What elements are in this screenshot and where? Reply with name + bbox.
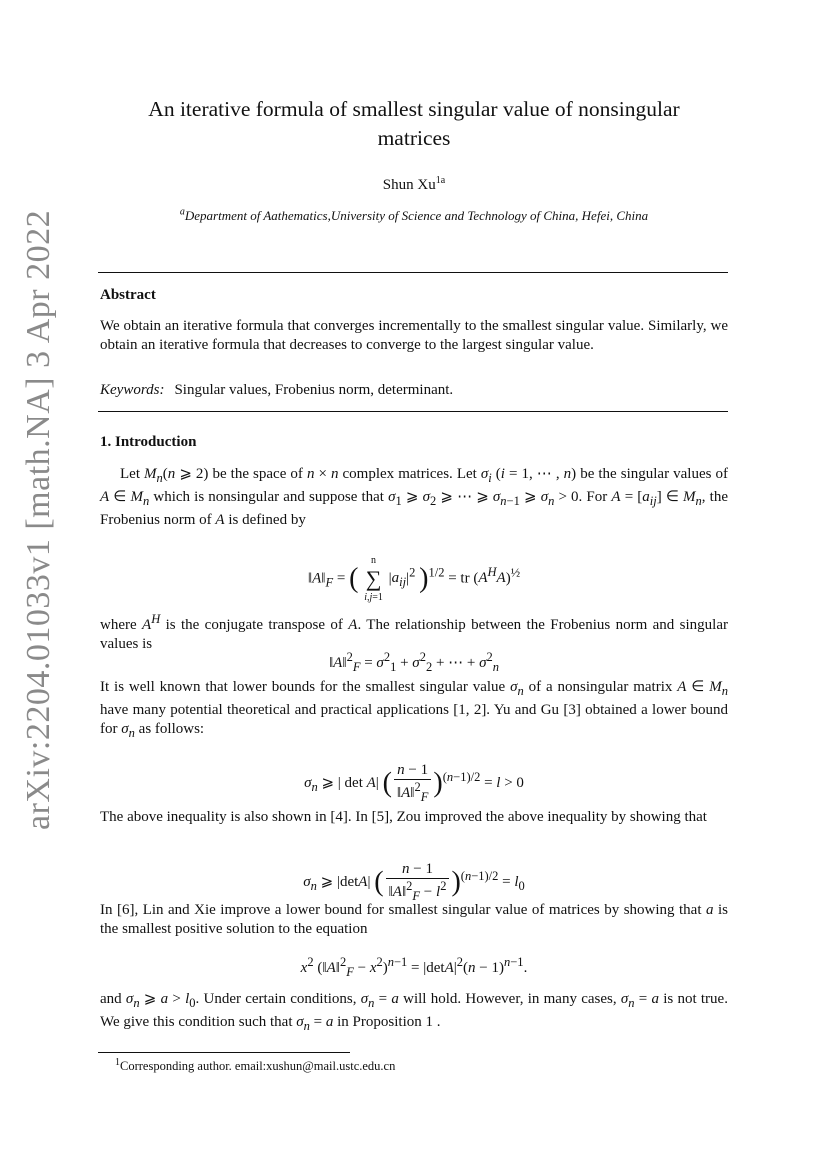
equation-yu-gu-bound: $\sigma_n$ ⩾ | det A| ( $\frac{n - 1}{‖A‖^2_F}$ )$^{(n-1)/2}$ = l > 0 — [304, 762, 524, 804]
equation-zou-bound: $\sigma_n$ ⩾ |detA| ( $\frac{n - 1}{‖A‖^2_F - l^2}$ )$^{(n-1)/2} = l_0$ — [303, 861, 525, 903]
equation-lin-xie: $x^2$ (‖A‖$^2_F$ − $x^2)^{n-1} = |\det A|^2(n - 1)^{n-1}$. — [300, 955, 528, 979]
abstract-top-rule — [98, 272, 728, 273]
footnote-marker: 1 — [115, 1056, 120, 1068]
abstract-bottom-rule — [98, 411, 728, 412]
intro-paragraph-5: In [6], Lin and Xie improve a lower bound for smallest singular value of matrices by showing that a is the smallest positive solution to the equation — [100, 902, 728, 937]
equation-frobenius-norm: $‖A‖_F$ = ( n ∑ i,j=1 $|a_{ij}|^2$ )$^{1/2}$ = tr $(A^HA)^{\frac{1}{2}}$ — [307, 555, 521, 603]
title-line-2: matrices — [377, 126, 451, 150]
affiliation-superscript: a — [179, 206, 185, 218]
footnote-rule — [98, 1052, 350, 1053]
intro-paragraph-1: Let $M_n(n$ ⩾ 2) be the space of n × n complex matrices. Let $\sigma_i$ (i = 1, ⋯ , n) be the singular values of A ∈ $M_n$ which is nonsingular and suppose that $\sigma_1$ ⩾ $\sigma_2$ ⩾ ⋯ ⩾ $\sigma_{n-1}$ ⩾ $\sigma_n > 0$. For $A = [a_{ij}]$ ∈ $M_n$, the Frobenius norm of A is defined by — [100, 466, 728, 528]
keywords-text: Singular values, Frobenius norm, determinant. — [174, 382, 454, 398]
affiliation-text: Department of Aathematics,University of Science and Technology of China, Hefei, China — [184, 208, 649, 223]
intro-paragraph-3: It is well known that lower bounds for the smallest singular value $\sigma_n$ of a nonsingular matrix A ∈ $M_n$ have many potential theoretical and practical applications [1, 2]. Yu and Gu [3] obtained a lower bound for $\sigma_n$ as follows: — [100, 679, 729, 740]
section-heading-introduction: 1. Introduction — [100, 434, 197, 450]
footnote — [115, 1056, 396, 1074]
footnote-text: Corresponding author. email:xushun@mail.ustc.edu.cn — [120, 1059, 396, 1073]
arxiv-identifier: arXiv:2204.01033v1 [math.NA] 3 Apr 2022 — [20, 209, 57, 830]
paper-title — [100, 95, 728, 153]
abstract-heading: Abstract — [100, 287, 156, 303]
keywords-line — [100, 381, 728, 400]
affiliation-line — [100, 208, 728, 224]
intro-paragraph-6: and $\sigma_n$ ⩾ $a > l_0$. Under certain conditions, $\sigma_n = a$ will hold. However, in many cases, $\sigma_n = a$ is not true. We give this condition such that $\sigma_n = a$ in Proposition 1 . — [100, 991, 728, 1033]
title-line-1: An iterative formula of smallest singular value of nonsingular — [148, 97, 680, 121]
equation-norm-singular-values: ‖A‖$^2_F$ = $\sigma^2_1 + \sigma^2_2$ + ⋯ + $\sigma^2_n$ — [328, 650, 500, 674]
intro-paragraph-2: where $A^H$ is the conjugate transpose of A. The relationship between the Frobenius norm and singular values is — [100, 612, 728, 652]
author-name: Shun Xu — [382, 177, 436, 193]
author-line — [100, 177, 728, 194]
author-superscript: 1a — [435, 175, 446, 186]
keywords-label: Keywords: — [100, 382, 165, 398]
intro-paragraph-4: The above inequality is also shown in [4]. In [5], Zou improved the above inequality by showing that — [100, 809, 707, 825]
abstract-text: We obtain an iterative formula that converges incrementally to the smallest singular value. Similarly, we obtain an iterative formula that decreases to converge to the largest singular value. — [100, 318, 728, 353]
